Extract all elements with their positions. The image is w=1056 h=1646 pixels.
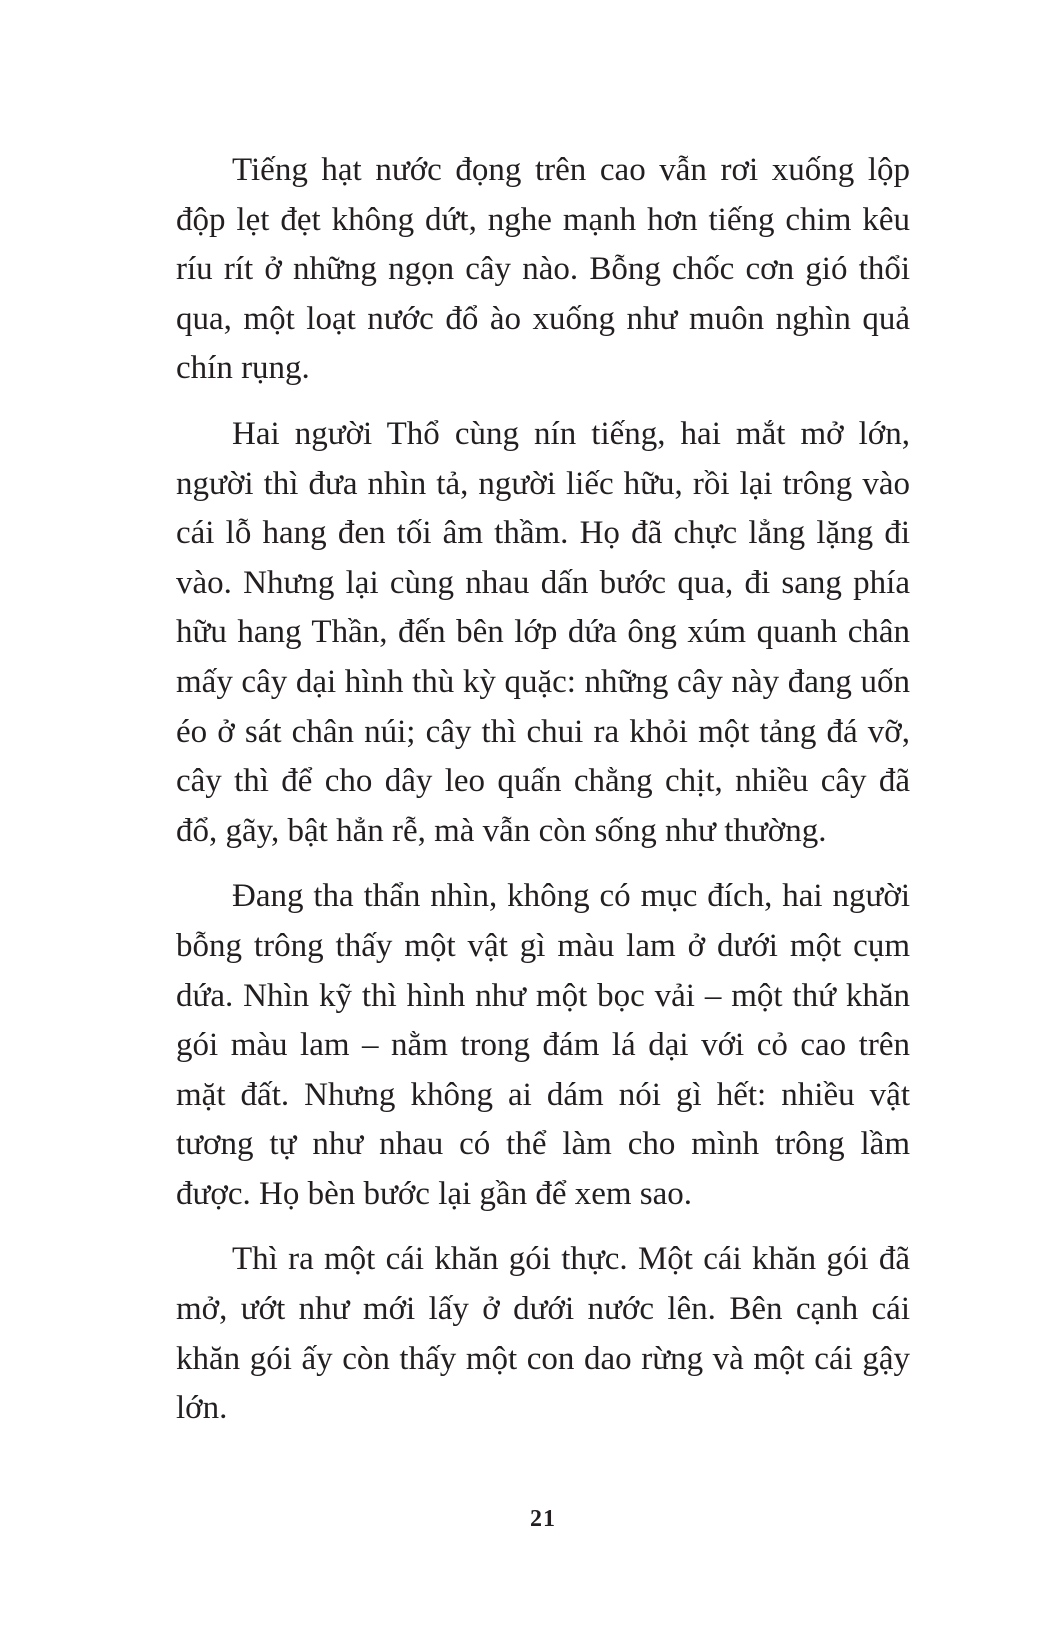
body-text bbox=[176, 146, 910, 1450]
paragraph-1: Tiếng hạt nước đọng trên cao vẫn rơi xuống lộp độp lẹt đẹt không dứt, nghe mạnh hơn tiếng chim kêu ríu rít ở những ngọn cây nào. Bỗng chốc cơn gió thổi qua, một loạt nước đổ ào xuống như muôn nghìn quả chín rụng. bbox=[176, 152, 910, 387]
paragraph-3: Đang tha thẩn nhìn, không có mục đích, hai người bỗng trông thấy một vật gì màu lam ở dưới một cụm dứa. Nhìn kỹ thì hình như một bọc vải – một thứ khăn gói màu lam – nằm trong đám lá dại với cỏ cao trên mặt đất. Nhưng không ai dám nói gì hết: nhiều vật tương tự như nhau có thể làm cho mình trông lầm được. Họ bèn bước lại gần để xem sao. bbox=[176, 878, 910, 1212]
paragraph-2: Hai người Thổ cùng nín tiếng, hai mắt mở lớn, người thì đưa nhìn tả, người liếc hữu, rồi lại trông vào cái lỗ hang đen tối âm thầm. Họ đã chực lẳng lặng đi vào. Nhưng lại cùng nhau dấn bước qua, đi sang phía hữu hang Thần, đến bên lớp dứa ông xúm quanh chân mấy cây dại hình thù kỳ quặc: những cây này đang uốn éo ở sát chân núi; cây thì chui ra khỏi một tảng đá vỡ, cây thì để cho dây leo quấn chằng chịt, nhiều cây đã đổ, gãy, bật hẳn rễ, mà vẫn còn sống như thường. bbox=[176, 415, 910, 849]
paragraph-4: Thì ra một cái khăn gói thực. Một cái khăn gói đã mở, ướt như mới lấy ở dưới nước lên. Bên cạnh cái khăn gói ấy còn thấy một con dao rừng và một cái gậy lớn. bbox=[176, 1241, 910, 1427]
page-number: 21 bbox=[530, 1506, 556, 1532]
